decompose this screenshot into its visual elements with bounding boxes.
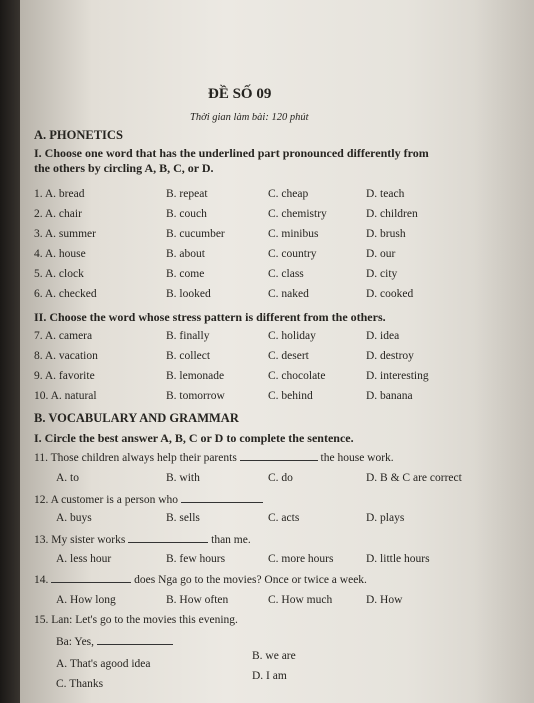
q14-number: 14.: [34, 574, 49, 586]
q12-options: [34, 512, 534, 529]
option-c[interactable]: C. minibus: [268, 228, 319, 240]
q13-stem: [34, 534, 251, 546]
q14-stem-text: does Nga go to the movies? Once or twice a week.: [134, 574, 367, 586]
option-a[interactable]: 1. A. bread: [34, 188, 85, 200]
option-d[interactable]: D. city: [366, 268, 398, 280]
question-row-2: [34, 208, 534, 225]
option-b[interactable]: B. tomorrow: [166, 390, 225, 402]
q14-options: [34, 594, 534, 611]
q15-option-a[interactable]: A. That's agood idea: [56, 658, 151, 670]
option-b[interactable]: B. come: [166, 268, 205, 280]
option-b[interactable]: B. finally: [166, 330, 210, 342]
part1-instruction-line2: the others by circling A, B, C, or D.: [34, 161, 214, 175]
option-b[interactable]: B. with: [166, 472, 200, 484]
option-a[interactable]: A. buys: [56, 512, 92, 524]
option-a[interactable]: A. less hour: [56, 553, 112, 565]
option-c[interactable]: C. do: [268, 472, 293, 484]
q12-stem: [34, 494, 263, 506]
option-c[interactable]: C. country: [268, 248, 317, 260]
q15-line2: [56, 636, 173, 648]
question-row-3: [34, 228, 534, 245]
q13-stem-end: than me.: [211, 534, 251, 546]
question-row-9: [34, 370, 534, 387]
question-row-10: [34, 390, 534, 407]
option-b[interactable]: B. few hours: [166, 553, 226, 565]
option-c[interactable]: C. desert: [268, 350, 309, 362]
question-row-7: [34, 330, 534, 347]
option-b[interactable]: B. lemonade: [166, 370, 225, 382]
option-c[interactable]: C. behind: [268, 390, 313, 402]
option-a[interactable]: A. How long: [56, 594, 116, 606]
option-b[interactable]: B. about: [166, 248, 205, 260]
option-b[interactable]: B. couch: [166, 208, 207, 220]
option-d[interactable]: D. brush: [366, 228, 406, 240]
question-row-4: [34, 248, 534, 265]
q13-stem-start: 13. My sister works: [34, 534, 126, 546]
part1-instruction-line1: I. Choose one word that has the underlined part pronounced differently from: [34, 146, 429, 160]
option-a[interactable]: 7. A. camera: [34, 330, 93, 342]
option-c[interactable]: C. chocolate: [268, 370, 326, 382]
option-b[interactable]: B. sells: [166, 512, 200, 524]
exam-duration: Thời gian làm bài: 120 phút: [190, 112, 309, 123]
option-a[interactable]: 6. A. checked: [34, 288, 97, 300]
option-c[interactable]: C. class: [268, 268, 304, 280]
option-d[interactable]: D. children: [366, 208, 418, 220]
option-c[interactable]: C. chemistry: [268, 208, 327, 220]
question-row-5: [34, 268, 534, 285]
option-a[interactable]: 8. A. vacation: [34, 350, 98, 362]
option-d[interactable]: D. How: [366, 594, 403, 606]
q11-stem-end: the house work.: [320, 452, 394, 464]
option-c[interactable]: C. more hours: [268, 553, 334, 565]
option-c[interactable]: C. naked: [268, 288, 309, 300]
section-a-heading: A. PHONETICS: [34, 128, 123, 142]
option-b[interactable]: B. cucumber: [166, 228, 225, 240]
option-a[interactable]: 9. A. favorite: [34, 370, 95, 382]
exam-title: ĐỀ SỐ 09: [208, 86, 272, 102]
option-a[interactable]: 5. A. clock: [34, 268, 84, 280]
q11-stem: [34, 452, 394, 464]
option-a[interactable]: 2. A. chair: [34, 208, 82, 220]
question-row-8: [34, 350, 534, 367]
q12-answer-blank[interactable]: [181, 502, 263, 503]
option-a[interactable]: 10. A. natural: [34, 390, 97, 402]
option-d[interactable]: D. destroy: [366, 350, 414, 362]
q11-answer-blank[interactable]: [240, 460, 318, 461]
option-d[interactable]: D. our: [366, 248, 396, 260]
question-row-1: [34, 188, 534, 205]
worksheet-page: [20, 0, 534, 703]
q11-stem-start: 11. Those children always help their parents: [34, 452, 237, 464]
option-d[interactable]: D. plays: [366, 512, 405, 524]
q12-stem-text: 12. A customer is a person who: [34, 494, 179, 506]
option-c[interactable]: C. acts: [268, 512, 300, 524]
option-c[interactable]: C. holiday: [268, 330, 316, 342]
q14-stem: [34, 574, 367, 586]
q15-line1: 15. Lan: Let's go to the movies this evening.: [34, 614, 238, 626]
section-b-instruction: I. Circle the best answer A, B, C or D to complete the sentence.: [34, 431, 354, 445]
part2-instruction: II. Choose the word whose stress pattern is different from the others.: [34, 310, 386, 324]
option-d[interactable]: D. banana: [366, 390, 413, 402]
option-a[interactable]: 3. A. summer: [34, 228, 96, 240]
option-c[interactable]: C. cheap: [268, 188, 309, 200]
option-b[interactable]: B. collect: [166, 350, 211, 362]
option-d[interactable]: D. B & C are correct: [366, 472, 462, 484]
q15-option-c[interactable]: C. Thanks: [56, 678, 104, 690]
option-a[interactable]: 4. A. house: [34, 248, 86, 260]
q15-answer-blank[interactable]: [97, 644, 173, 645]
part1-instruction: [34, 146, 429, 176]
q15-line2-text: Ba: Yes,: [56, 636, 95, 648]
option-b[interactable]: B. looked: [166, 288, 211, 300]
option-d[interactable]: D. interesting: [366, 370, 429, 382]
option-d[interactable]: D. little hours: [366, 553, 430, 565]
option-b[interactable]: B. How often: [166, 594, 229, 606]
q11-options: [34, 472, 534, 489]
option-a[interactable]: A. to: [56, 472, 79, 484]
option-b[interactable]: B. repeat: [166, 188, 208, 200]
q13-options: [34, 553, 534, 570]
option-c[interactable]: C. How much: [268, 594, 333, 606]
question-row-6: [34, 288, 534, 305]
q15-option-d[interactable]: D. I am: [252, 670, 287, 682]
q14-answer-blank[interactable]: [51, 582, 131, 583]
option-d[interactable]: D. idea: [366, 330, 400, 342]
q15-option-b[interactable]: B. we are: [252, 650, 296, 662]
option-d[interactable]: D. cooked: [366, 288, 414, 300]
q13-answer-blank[interactable]: [128, 542, 208, 543]
option-d[interactable]: D. teach: [366, 188, 405, 200]
section-b-heading: B. VOCABULARY AND GRAMMAR: [34, 411, 239, 425]
